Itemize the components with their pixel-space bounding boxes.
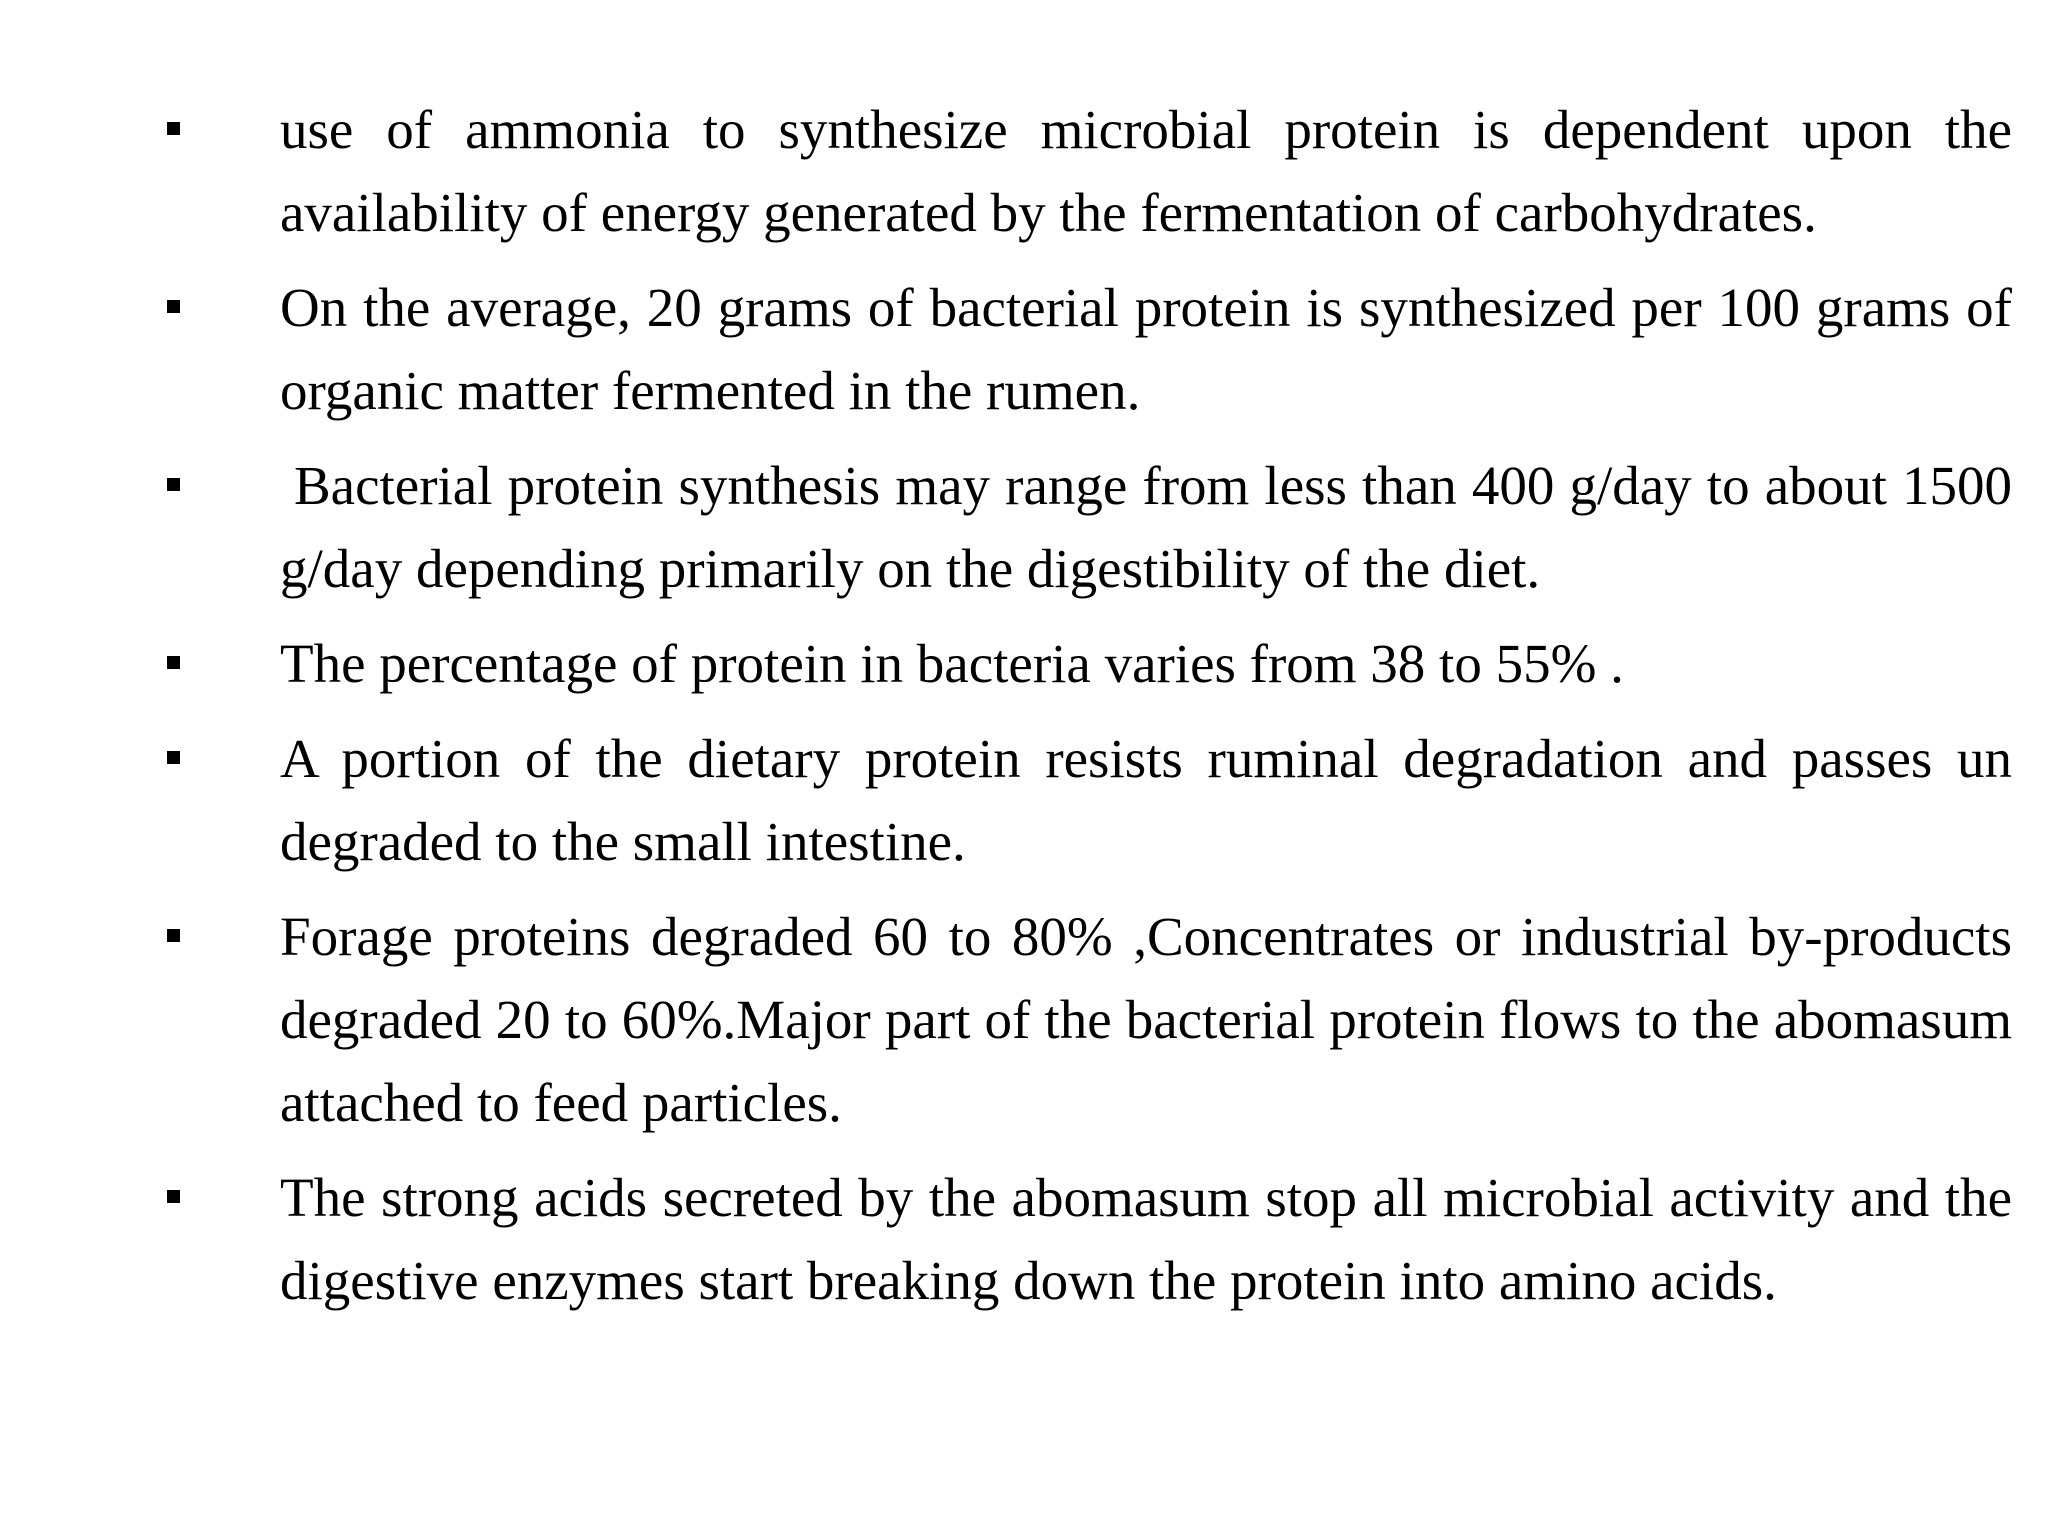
bullet-text: A portion of the dietary protein resists ruminal degradation and passes un degraded to the small intestine. <box>280 728 2012 872</box>
bullet-item <box>160 1156 2012 1322</box>
bullet-item <box>160 717 2012 883</box>
bullet-text: use of ammonia to synthesize microbial protein is dependent upon the availability of energy generated by the fermentation of carbohydrates. <box>280 99 2012 243</box>
square-bullet-icon <box>167 1190 180 1203</box>
bullet-item <box>160 895 2012 1144</box>
square-bullet-icon <box>167 300 180 313</box>
square-bullet-icon <box>167 751 180 764</box>
bullet-text: Bacterial protein synthesis may range from less than 400 g/day to about 1500 g/day depending primarily on the digestibility of the diet. <box>280 455 2012 599</box>
bullet-list <box>160 88 2012 1334</box>
bullet-item <box>160 266 2012 432</box>
bullet-item <box>160 444 2012 610</box>
bullet-text: The strong acids secreted by the abomasum stop all microbial activity and the digestive enzymes start breaking down the protein into amino acids. <box>280 1167 2012 1311</box>
bullet-text: On the average, 20 grams of bacterial protein is synthesized per 100 grams of organic matter fermented in the rumen. <box>280 277 2012 421</box>
square-bullet-icon <box>167 929 180 942</box>
bullet-text: Forage proteins degraded 60 to 80% ,Concentrates or industrial by-products degraded 20 to 60%.Major part of the bacterial protein flows to the abomasum attached to feed particles. <box>280 906 2012 1133</box>
square-bullet-icon <box>167 478 180 491</box>
bullet-text: The percentage of protein in bacteria varies from 38 to 55% . <box>280 633 1624 694</box>
square-bullet-icon <box>167 122 180 135</box>
bullet-item <box>160 622 2012 705</box>
bullet-item <box>160 88 2012 254</box>
square-bullet-icon <box>167 656 180 669</box>
